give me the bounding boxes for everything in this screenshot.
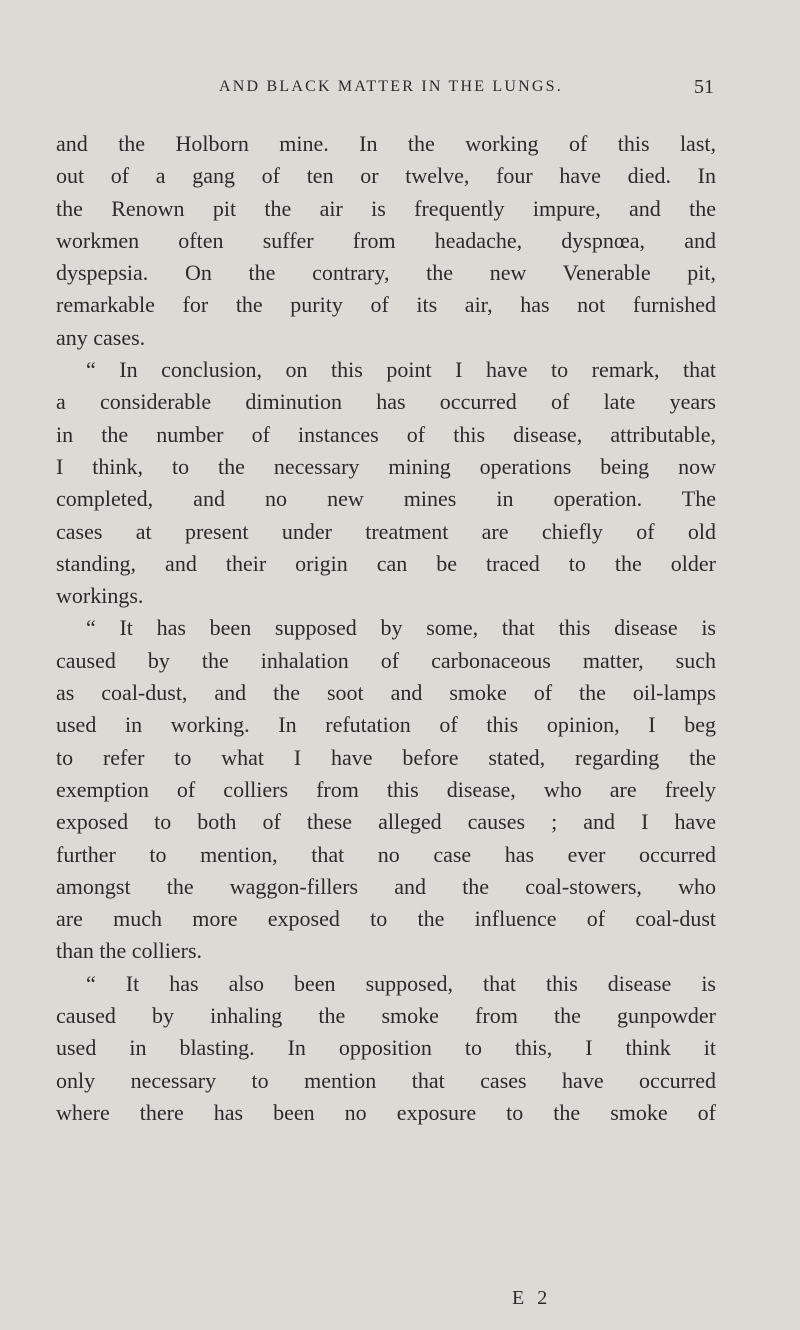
text-line: in the number of instances of this disease, attributable, bbox=[56, 421, 716, 447]
text-line: caused by the inhalation of carbonaceous matter, such bbox=[56, 647, 716, 673]
page-number: 51 bbox=[694, 76, 714, 98]
text-line: remarkable for the purity of its air, has not furnished bbox=[56, 292, 716, 318]
text-line: amongst the waggon-fillers and the coal-stowers, who bbox=[56, 873, 716, 899]
text-line: and the Holborn mine. In the working of this last, bbox=[56, 131, 716, 156]
text-line: exemption of colliers from this disease, who are freely bbox=[56, 776, 716, 802]
text-line: where there has been no exposure to the smoke of bbox=[56, 1099, 716, 1125]
text-line: dyspepsia. On the contrary, the new Venerable pit, bbox=[56, 260, 716, 286]
text-line: caused by inhaling the smoke from the gunpowder bbox=[56, 1003, 716, 1029]
text-line: the Renown pit the air is frequently impure, and the bbox=[56, 195, 716, 221]
text-line: used in working. In refutation of this opinion, I beg bbox=[56, 712, 716, 738]
text-line: used in blasting. In opposition to this, I think it bbox=[56, 1035, 716, 1061]
text-line: I think, to the necessary mining operations being now bbox=[56, 453, 716, 479]
text-line: completed, and no new mines in operation. The bbox=[56, 486, 716, 512]
text-line: exposed to both of these alleged causes ; and I have bbox=[56, 809, 716, 835]
text-line: workings. bbox=[56, 583, 144, 609]
text-line: standing, and their origin can be traced to the older bbox=[56, 550, 716, 576]
text-line: cases at present under treatment are chiefly of old bbox=[56, 518, 716, 544]
running-head: AND BLACK MATTER IN THE LUNGS. bbox=[219, 78, 563, 95]
text-line: out of a gang of ten or twelve, four have died. In bbox=[56, 163, 716, 189]
text-line: further to mention, that no case has ever occurred bbox=[56, 841, 716, 867]
text-line: a considerable diminution has occurred of late years bbox=[56, 389, 716, 415]
text-line: “ It has been supposed by some, that this disease is bbox=[86, 615, 716, 641]
text-line: any cases. bbox=[56, 324, 146, 350]
body-text bbox=[56, 128, 716, 1129]
text-line: to refer to what I have before stated, regarding the bbox=[56, 744, 716, 770]
text-line: “ In conclusion, on this point I have to remark, that bbox=[86, 357, 716, 383]
signature-mark: E 2 bbox=[512, 1287, 552, 1309]
text-line: as coal-dust, and the soot and smoke of the oil-lamps bbox=[56, 680, 716, 706]
page-header bbox=[112, 78, 714, 108]
text-line: than the colliers. bbox=[56, 938, 203, 964]
text-line: are much more exposed to the influence of coal-dust bbox=[56, 906, 716, 932]
text-line: only necessary to mention that cases have occurred bbox=[56, 1067, 716, 1093]
text-line: workmen often suffer from headache, dyspnœa, and bbox=[56, 227, 716, 253]
text-line: “ It has also been supposed, that this disease is bbox=[86, 970, 716, 996]
